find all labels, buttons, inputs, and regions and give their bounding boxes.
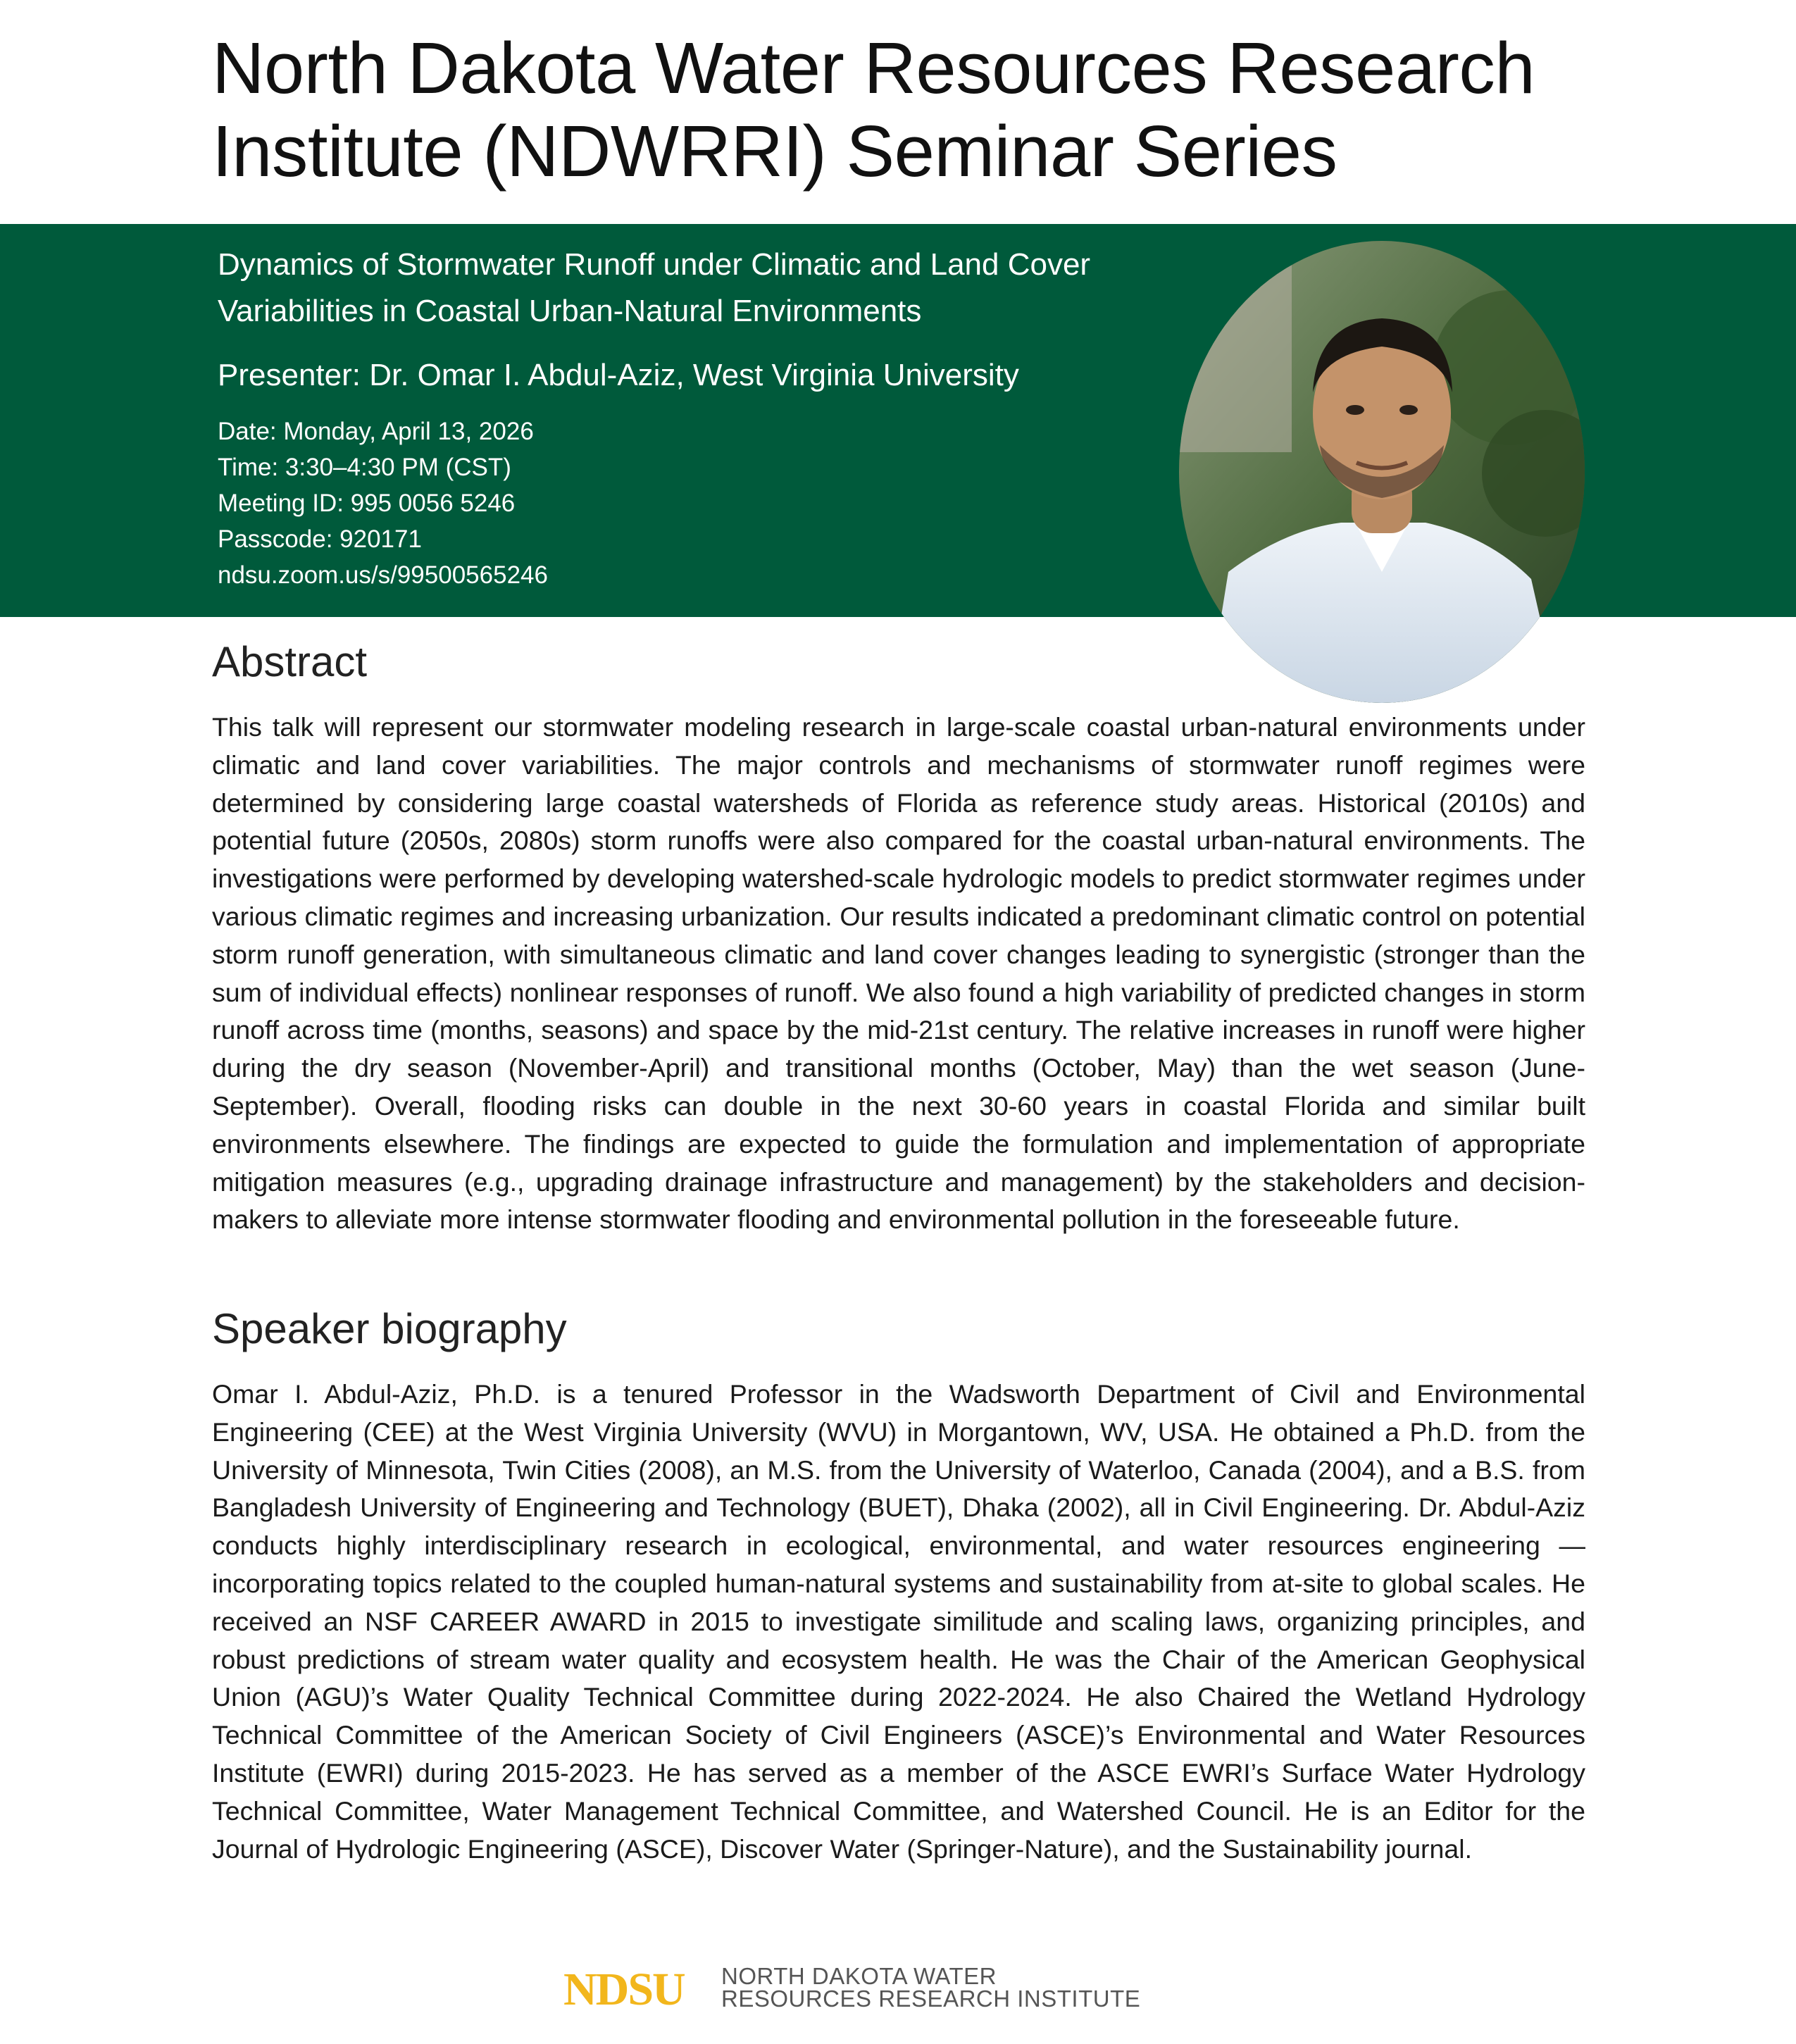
page-title-line-1: North Dakota Water Resources Research	[212, 27, 1535, 108]
zoom-link[interactable]: ndsu.zoom.us/s/99500565246	[218, 561, 548, 589]
event-time: Time: 3:30–4:30 PM (CST)	[218, 454, 511, 481]
talk-title	[218, 242, 1133, 335]
abstract-heading: Abstract	[212, 638, 368, 685]
talk-title-line-2: Variabilities in Coastal Urban-Natural Environments	[218, 294, 922, 328]
speaker-photo	[1179, 241, 1585, 703]
abstract-text: This talk will represent our stormwater modeling research in large-scale coastal urban-natural environments under climatic and land cover variabilities. The major controls and mechanisms of stormwater runoff regimes were determined by considering large coastal watersheds of Florida as reference study areas. Historical (2010s) and potential future (2050s, 2080s) storm runoffs were also compared for the coastal urban-natural environments. The investigations were performed by developing watershed-scale hydrologic models to predict stormwater regimes under various climatic regimes and increasing urbanization. Our results indicated a predominant climatic control on potential storm runoff generation, with simultaneous climatic and land cover changes leading to synergistic (stronger than the sum of individual effects) nonlinear responses of runoff. We also found a high variability of predicted changes in storm runoff across time (months, seasons) and space by the mid-21st century. The relative increases in runoff were higher during the dry season (November-April) and transitional months (October, May) than the wet season (June-September). Overall, flooding risks can double in the next 30-60 years in coastal Florida and similar built environments elsewhere. The findings are expected to guide the formulation and implementation of appropriate mitigation measures (e.g., upgrading drainage infrastructure and management) by the stakeholders and decision-makers to alleviate more intense stormwater flooding and environmental pollution in the foreseeable future.	[212, 712, 1585, 1235]
passcode: Passcode: 920171	[218, 525, 422, 553]
footer-logo	[563, 1964, 1268, 2013]
presenter: Presenter: Dr. Omar I. Abdul-Aziz, West Virginia University	[218, 358, 1019, 392]
seminar-details	[218, 242, 1133, 593]
meeting-id: Meeting ID: 995 0056 5246	[218, 490, 516, 517]
page-title-line-2: Institute (NDWRRI) Seminar Series	[212, 111, 1337, 192]
event-date: Date: Monday, April 13, 2026	[218, 418, 534, 445]
talk-title-line-1: Dynamics of Stormwater Runoff under Climatic and Land Cover	[218, 247, 1091, 282]
institute-name-line-2: RESOURCES RESEARCH INSTITUTE	[721, 1986, 1141, 2012]
ndsu-logo-mark: NDSU	[563, 1964, 685, 2015]
page-title	[212, 27, 1621, 193]
institute-name-line-1: NORTH DAKOTA WATER	[721, 1963, 997, 1989]
biography-heading: Speaker biography	[212, 1305, 567, 1352]
institute-name	[721, 1965, 1140, 2010]
biography-text: Omar I. Abdul-Aziz, Ph.D. is a tenured Professor in the Wadsworth Department of Civil and Environmental Engineering (CEE) at the West Virginia University (WVU) in Morgantown, WV, USA. He obtained a Ph.D. from the University of Minnesota, Twin Cities (2008), an M.S. from the University of Waterloo, Canada (2004), and a B.S. from Bangladesh University of Engineering and Technology (BUET), Dhaka (2002), all in Civil Engineering. Dr. Abdul-Aziz conducts highly interdisciplinary research in ecological, environmental, and water resources engineering — incorporating topics related to the coupled human-natural systems and sustainability from at-site to global scales. He received an NSF CAREER AWARD in 2015 to investigate similitude and scaling laws, organizing principles, and robust predictions of stream water quality and ecosystem health. He was the Chair of the American Geophysical Union (AGU)’s Water Quality Technical Committee during 2022-2024. He also Chaired the Wetland Hydrology Technical Committee of the American Society of Civil Engineers (ASCE)’s Environmental and Water Resources Institute (EWRI) during 2015-2023. He has served as a member of the ASCE EWRI’s Surface Water Hydrology Technical Committee, Water Management Technical Committee, and Watershed Council. He is an Editor for the Journal of Hydrologic Engineering (ASCE), Discover Water (Springer-Nature), and the Sustainability journal.	[212, 1379, 1585, 1864]
event-info	[218, 413, 1133, 593]
